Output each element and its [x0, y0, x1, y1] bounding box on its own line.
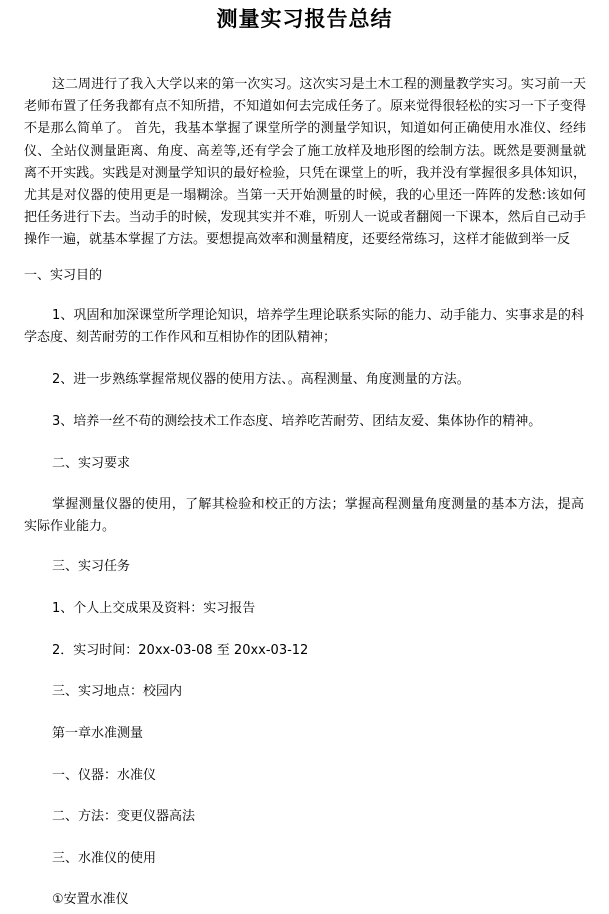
chapter-heading: 第一章水准测量 [52, 726, 144, 741]
chapter-item-instrument: 一、仪器：水准仪 [52, 768, 157, 783]
task-item-location: 三、实习地点：校园内 [52, 684, 183, 699]
section-heading-purpose: 一、实习目的 [24, 268, 103, 283]
intro-paragraph: 这二周进行了我入大学以来的第一次实习。这次实习是土木工程的测量教学实习。实习前一天老师布置了任务我都有点不知所措，不知道如何去完成任务了。原来觉得很轻松的实习一下子变得不是那么简单了。 首先，我基本掌握了课堂所学的测量学知识，知道如何正确使用水准仪、经纬仪、全站仪测量距离、角度、高差等,还有学会了施工放样及地形图的绘制方法。既然是要测量就离不开实践。实践是对测量学知识的最好检验，只凭在课堂上的听，我并没有掌握很多具体知识，尤其是对仪器的使用更是一塌糊涂。当第一天开始测量的时候，我的心里还一阵阵的发愁:该如何把任务进行下去。当动手的时候，发现其实并不难，听别人一说或者翻阅一下课本，然后自己动手操作一遍，就基本掌握了方法。要想提高效率和测量精度，还要经常练习，这样才能做到举一反 [24, 77, 586, 248]
goal-item-1: 1、巩固和加深课堂所学理论知识，培养学生理论联系实际的能力、动手能力、实事求是的科学态度、刻苦耐劳的工作作风和互相协作的团队精神； [24, 308, 584, 345]
chapter-item-usage: 三、水准仪的使用 [52, 851, 157, 866]
chapter-step-setup: ①安置水准仪 [52, 892, 129, 907]
chapter-item-method: 二、方法：变更仪器高法 [52, 809, 196, 824]
section-heading-requirements: 二、实习要求 [52, 456, 131, 471]
page-title: 测量实习报告总结 [216, 6, 393, 31]
goal-item-3: 3、培养一丝不苟的测绘技术工作态度、培养吃苦耐劳、团结友爱、集体协作的精神。 [52, 414, 542, 429]
requirement-paragraph: 掌握测量仪器的使用，了解其检验和校正的方法；掌握高程测量角度测量的基本方法，提高实际作业能力。 [24, 497, 584, 534]
task-item-2: 2．实习时间：20xx-03-08 至 20xx-03-12 [52, 643, 309, 658]
goal-item-2: 2、进一步熟练掌握常规仪器的使用方法、。高程测量、角度测量的方法。 [52, 372, 470, 387]
section-heading-tasks: 三、实习任务 [52, 559, 131, 574]
task-item-1: 1、个人上交成果及资料：实习报告 [52, 601, 256, 616]
